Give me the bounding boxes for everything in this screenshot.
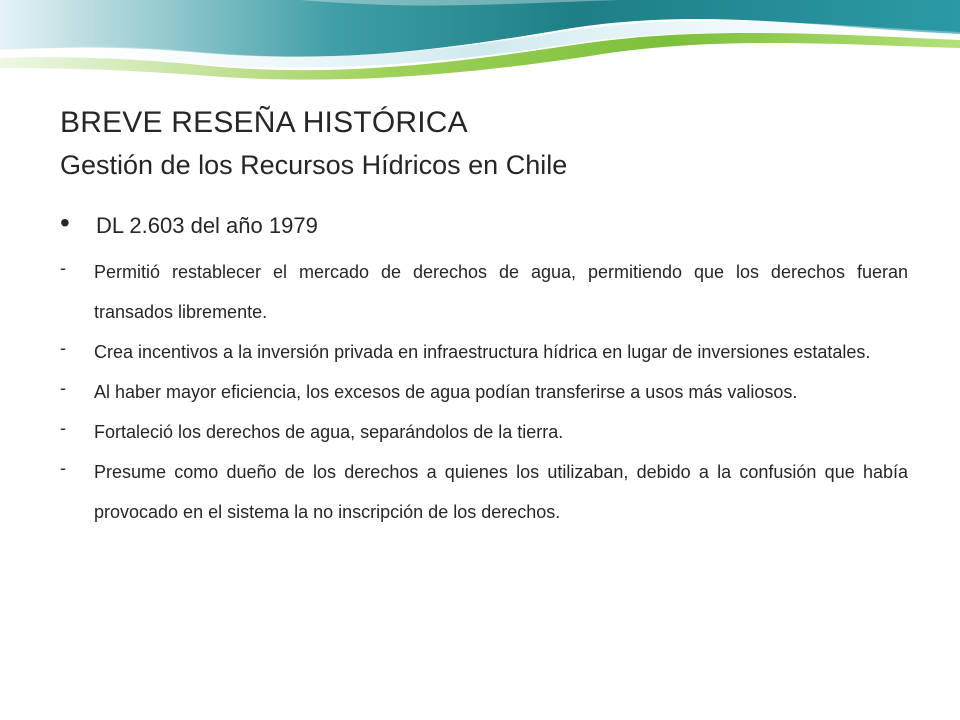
- list-item-text: Al haber mayor eficiencia, los excesos de agua podían transferirse a usos más valiosos.: [94, 382, 798, 402]
- dash-icon: -: [60, 338, 66, 358]
- decorative-wave-banner: [0, 0, 960, 80]
- list-item-text: Presume como dueño de los derechos a quienes los utilizaban, debido a la confusión que había provocado en el sistema la no inscripción de los derechos.: [94, 462, 908, 522]
- dash-list: [60, 252, 908, 532]
- list-item: [60, 412, 908, 452]
- dash-icon: -: [60, 378, 66, 398]
- lead-text: DL 2.603 del año 1979: [96, 213, 318, 238]
- list-item-text: Permitió restablecer el mercado de derechos de agua, permitiendo que los derechos fueran transados libremente.: [94, 262, 908, 322]
- list-item-text: Crea incentivos a la inversión privada en infraestructura hídrica en lugar de inversiones estatales.: [94, 342, 871, 362]
- list-item-text: Fortaleció los derechos de agua, separándolos de la tierra.: [94, 422, 564, 442]
- dash-icon: -: [60, 418, 66, 438]
- slide-title: BREVE RESEÑA HISTÓRICA: [60, 106, 468, 139]
- list-item: [60, 452, 908, 532]
- list-item: [60, 332, 908, 372]
- list-item: [60, 252, 908, 332]
- list-item: [60, 372, 908, 412]
- slide-subtitle: Gestión de los Recursos Hídricos en Chile: [60, 150, 568, 180]
- dash-icon: -: [60, 258, 66, 278]
- bullet-icon: •: [60, 207, 70, 238]
- dash-icon: -: [60, 458, 66, 478]
